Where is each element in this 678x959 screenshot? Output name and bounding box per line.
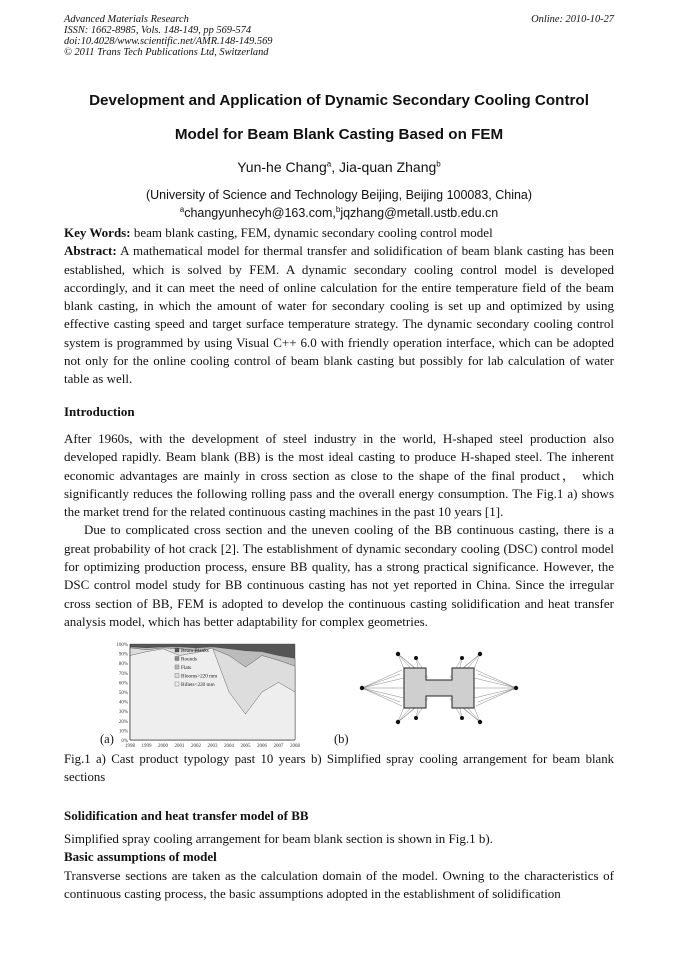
author-2: Jia-quan Zhang xyxy=(339,159,437,175)
y-tick-label: 100% xyxy=(116,643,128,648)
y-tick-label: 20% xyxy=(118,719,128,725)
journal-name: Advanced Materials Research xyxy=(64,14,189,25)
email-b-sup: b xyxy=(335,205,341,214)
journal-header xyxy=(64,14,272,58)
solidification-body xyxy=(64,830,614,903)
paper-title-line-2: Model for Beam Blank Casting Based on FEM xyxy=(174,126,504,143)
legend-entry: Blooms>220 mm xyxy=(181,673,218,680)
x-tick-label: 2004 xyxy=(224,744,234,749)
abstract-label: Abstract: xyxy=(64,243,117,259)
figure-caption: Fig.1 a) Cast product typology past 10 years b) Simplified spray cooling arrangement for beam blank sections xyxy=(64,752,614,785)
author-1: Yun-he Chang xyxy=(237,159,327,175)
legend-swatch xyxy=(175,648,179,652)
x-tick-label: 1999 xyxy=(141,744,152,749)
emails xyxy=(40,205,638,220)
x-tick-label: 2002 xyxy=(191,744,201,749)
legend-entry: Rounds xyxy=(181,656,197,663)
x-tick-label: 2001 xyxy=(174,744,185,749)
solidification-para-2: Transverse sections are taken as the calculation domain of the model. Owning to the characteristics of continuous casting process, the basic assumptions adopted in the establishment of solidification xyxy=(64,867,614,901)
x-tick-label: 2008 xyxy=(290,744,300,749)
figure-1b xyxy=(354,648,524,728)
author-separator: , xyxy=(331,159,339,175)
y-tick-label: 0% xyxy=(121,739,128,744)
keywords xyxy=(64,224,614,242)
figure-label-a: (a) xyxy=(100,732,114,746)
legend-swatch xyxy=(175,682,179,686)
figure-1a xyxy=(100,640,305,750)
solidification-heading: Solidification and heat transfer model of BB xyxy=(64,808,309,823)
issn-line: ISSN: 1662-8985, Vols. 148-149, pp 569-574 xyxy=(64,25,252,36)
abstract xyxy=(64,242,614,388)
y-tick-label: 60% xyxy=(118,681,128,687)
email-b[interactable]: jqzhang@metall.ustb.edu.cn xyxy=(340,206,499,221)
x-tick-label: 2007 xyxy=(273,744,284,749)
beam-blank-section xyxy=(404,668,474,708)
y-tick-label: 30% xyxy=(118,710,128,716)
y-tick-label: 10% xyxy=(118,729,128,735)
x-tick-label: 2006 xyxy=(257,744,267,749)
spray-cooling-diagram xyxy=(354,648,524,728)
introduction-heading: Introduction xyxy=(64,404,135,419)
doi-line: doi:10.4028/www.scientific.net/AMR.148-149.569 xyxy=(64,36,273,47)
figure-label-b: (b) xyxy=(334,732,349,746)
paper-title-line-1: Development and Application of Dynamic Secondary Cooling Control xyxy=(89,92,589,109)
keywords-abstract-block xyxy=(64,224,614,389)
introduction-para-2: Due to complicated cross section and the uneven cooling of the BB continuous casting, there is a great probability of hot crack [2]. The establishment of dynamic secondary cooling (DSC) control model for optimizing production process, ensure BB quality, has a strong practical significance. However, the DSC control model study for BB continuous casting has not yet reported in China. Since the irregular cross section of BB, FEM is adopted to develop the continuous casting solidification and heat transfer analysis model, which has better adaptability for complex geometries. xyxy=(64,522,614,629)
solidification-para-1: Simplified spray cooling arrangement for beam blank section is shown in Fig.1 b). xyxy=(64,831,493,846)
email-a[interactable]: changyunhecyh@163.com, xyxy=(184,206,336,221)
authors xyxy=(40,159,638,175)
online-date: Online: 2010-10-27 xyxy=(531,14,614,25)
y-tick-label: 80% xyxy=(118,662,128,668)
legend-entry: Billets<220 mm xyxy=(181,682,215,688)
legend-swatch xyxy=(175,674,179,678)
legend-swatch xyxy=(175,665,179,669)
y-tick-label: 40% xyxy=(118,700,128,706)
x-tick-label: 2003 xyxy=(207,744,218,749)
email-a-sup: a xyxy=(179,205,185,214)
y-tick-label: 90% xyxy=(118,652,128,658)
legend-entry: Flats xyxy=(181,665,192,671)
affiliation: (University of Science and Technology Beijing, Beijing 100083, China) xyxy=(145,188,533,202)
keywords-text: beam blank casting, FEM, dynamic secondary cooling control model xyxy=(130,225,493,240)
author-1-sup: a xyxy=(326,159,332,169)
keywords-label: Key Words: xyxy=(64,225,131,240)
legend-entry: Beam Blanks xyxy=(181,648,209,654)
assumptions-subheading: Basic assumptions of model xyxy=(64,849,217,865)
x-tick-label: 2000 xyxy=(158,744,168,749)
introduction-body xyxy=(64,430,614,631)
x-tick-label: 1998 xyxy=(125,744,135,749)
product-typology-chart xyxy=(100,640,305,750)
author-2-sup: b xyxy=(436,159,441,169)
copyright-line: © 2011 Trans Tech Publications Ltd, Switzerland xyxy=(64,47,269,58)
introduction-para-1: After 1960s, with the development of steel industry in the world, H-shaped steel production also developed rapidly. Beam blank (BB) is the most ideal casting to produce H-shaped steel. The inherent economic advantages are mainly in cross section as close to the shape of the final product， which significantly reduces the following rolling pass and the overall energy consumption. The Fig.1 a) shows the market trend for the related continuous casting machines in the past 10 years [1]. xyxy=(64,431,614,520)
x-tick-label: 2005 xyxy=(240,744,251,749)
y-tick-label: 70% xyxy=(118,671,128,677)
abstract-text: A mathematical model for thermal transfer and solidification of beam blank casting has been established, which is solved by FEM. A dynamic secondary cooling control model is developed accordingly, and it can meet the need of online calculation for the entire temperature field of the beam blank casting, in which the amount of water for secondary cooling is set up and optimized by using effective casting speed and target surface temperature strategy. The dynamic secondary cooling control system is programmed by using Visual C++ 6.0 with friendly operation interface, which can be adopted not only for the online cooling control of beam blank casting but possibly for lab calculation of water table as well. xyxy=(64,243,614,387)
legend-swatch xyxy=(175,657,179,661)
y-tick-label: 50% xyxy=(118,691,128,696)
